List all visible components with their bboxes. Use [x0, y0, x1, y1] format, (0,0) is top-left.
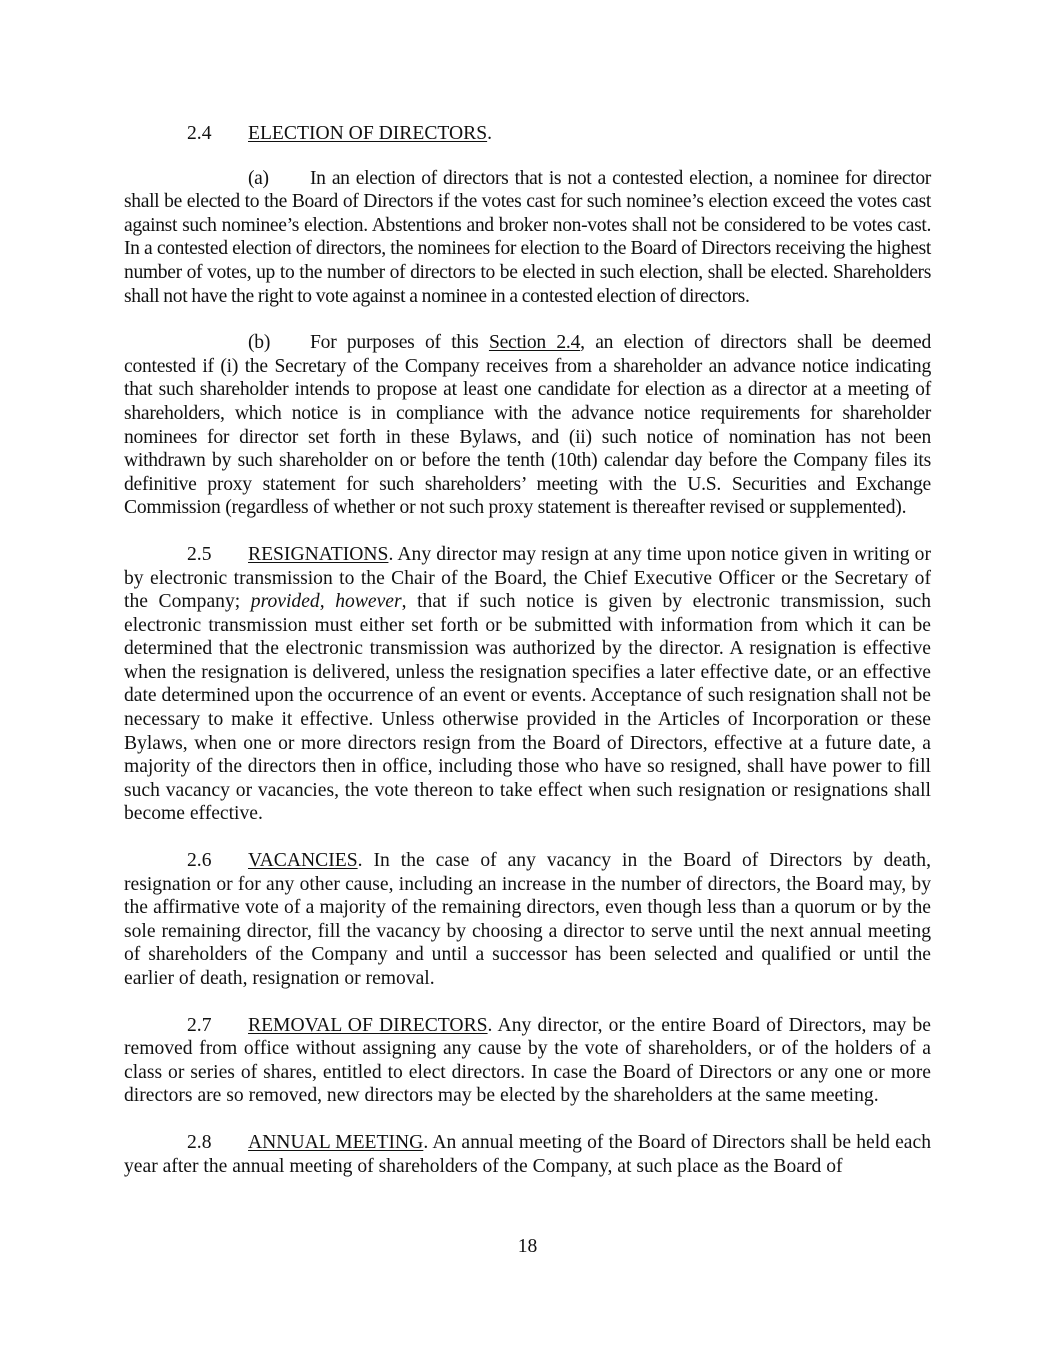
- section-title: RESIGNATIONS: [248, 543, 389, 565]
- section-number: 2.4: [187, 123, 212, 144]
- section-2-8-paragraph: [124, 1131, 931, 1178]
- section-title: ANNUAL MEETING: [248, 1131, 424, 1153]
- subsection-label: (b): [248, 332, 271, 354]
- section-text: . In the case of any vacancy in the Board of Directors by death, resignation or for any other cause, including an increase in the number of directors, the Board may, by the affirmative vote of a majority of the remaining directors, even though less than a quorum or by the sole remaining director, fill the vacancy by choosing a director to serve until the next annual meeting of shareholders of the Company and until a successor has been selected and qualified or until the earlier of death, resignation or removal.: [124, 850, 931, 989]
- section-title: ELECTION OF DIRECTORS: [248, 123, 488, 144]
- section-2-4-a-paragraph: [124, 167, 931, 309]
- subsection-text: For purposes of this: [310, 332, 489, 354]
- section-title-period: .: [487, 123, 493, 144]
- subsection-text: , an election of directors shall be deemed contested if (i) the Secretary of the Company receives from a shareholder an advance notice indicating that such shareholder intends to propose at least one candidate for election as a director at a meeting of shareholders, which notice is in compliance with the advance notice requirements for shareholder nominees for director set forth in these Bylaws, and (ii) such notice of nomination has not been withdrawn by such shareholder on or before the tenth (10th) calendar day before the Company files its definitive proxy statement for such shareholders’ meeting with the U.S. Securities and Exchange Commission (regardless of whether or not such proxy statement is thereafter revised or supplemented).: [124, 332, 931, 519]
- section-2-6-paragraph: [124, 849, 931, 991]
- document-page: [124, 122, 931, 1201]
- section-text: . An annual meeting of the Board of Directors shall be held each year after the annual meeting of shareholders of the Company, at such place as the Board of: [124, 1131, 931, 1177]
- section-text: , that if such notice is given by electronic transmission, such electronic transmission must either set forth or be submitted with information from which it can be determined that the electronic transmission was authorized by the director. A resignation is effective when the resignation is delivered, unless the resignation specifies a later effective date, or an effective date determined upon the occurrence of an event or events. Acceptance of such resignation shall not be necessary to make it effective. Unless otherwise provided in the Articles of Incorporation or these Bylaws, when one or more directors resign from the Board of Directors, effective at a future date, a majority of the directors then in office, including those who have so resigned, shall have power to fill such vacancy or vacancies, the vote thereon to take effect when such resignation or resignations shall become effective.: [124, 591, 932, 825]
- section-2-4-b-paragraph: [124, 331, 931, 520]
- section-text: . Any director may resign at any time upon notice given in writing or by electronic transmission to the Chair of the Board, the Chief Executive Officer or the Secretary of the Company;: [124, 543, 931, 613]
- section-title: REMOVAL OF DIRECTORS: [248, 1014, 488, 1036]
- section-2-4-heading: [124, 122, 931, 146]
- page-number: 18: [517, 1236, 538, 1257]
- section-number: 2.8: [187, 1131, 212, 1153]
- section-number: 2.7: [187, 1014, 212, 1036]
- subsection-text: In an election of directors that is not a contested election, a nominee for director shall be elected to the Board of Directors if the votes cast for such nominee’s election exceed the votes cast against such nominee’s election. Abstentions and broker non-votes shall not be considered to be votes cast. In a contested election of directors, the nominees for election to the Board of Directors receiving the highest number of votes, up to the number of directors to be elected in such election, shall be elected. Shareholders shall not have the right to vote against a nominee in a contested election of directors.: [124, 167, 931, 307]
- section-reference: Section 2.4: [488, 332, 581, 354]
- subsection-label: (a): [248, 167, 269, 189]
- section-number: 2.5: [187, 543, 212, 565]
- section-number: 2.6: [187, 850, 212, 872]
- section-text: . Any director, or the entire Board of Directors, may be removed from office without assigning any cause by the vote of shareholders, or of the holders of a class or series of shares, entitled to elect directors. In case the Board of Directors or any one or more directors are so removed, new directors may be elected by the shareholders at the same meeting.: [124, 1014, 931, 1107]
- section-title: VACANCIES: [248, 850, 358, 872]
- section-2-7-paragraph: [124, 1014, 931, 1108]
- proviso-text: provided, however: [250, 591, 402, 613]
- section-2-5-paragraph: [124, 543, 931, 826]
